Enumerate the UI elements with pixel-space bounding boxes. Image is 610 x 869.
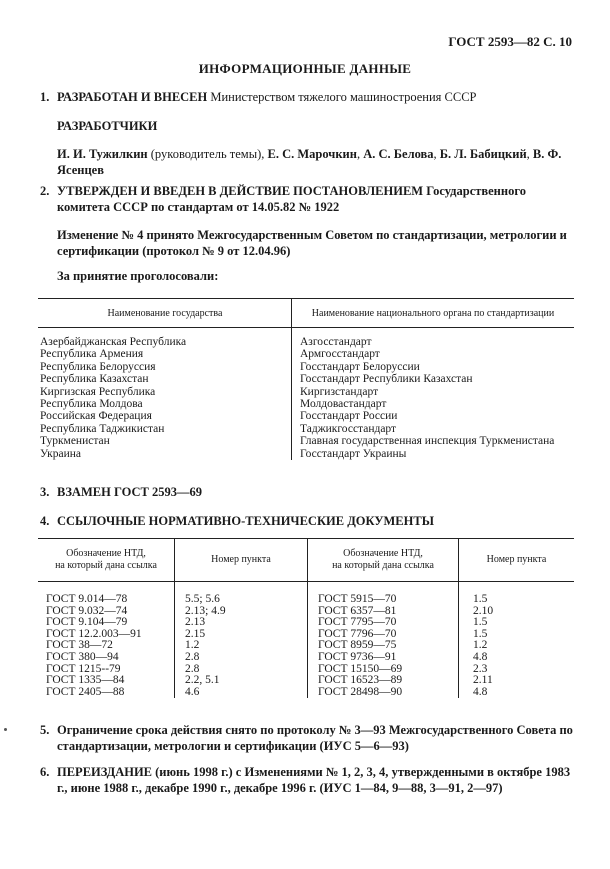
ref-doc-cell: ГОСТ 7796—70 [308, 629, 459, 641]
ref-clause-cell: 1.5 [473, 627, 488, 640]
ref-clause-cell: 2.10 [473, 604, 494, 617]
developer-name: И. И. Тужилкин [57, 147, 148, 161]
ref-doc-cell: ГОСТ 6357—81 [308, 606, 459, 618]
body-cell: Таджикгосстандарт [300, 422, 397, 435]
state-cell: Туркменистан [38, 435, 292, 447]
page-header-code: ГОСТ 2593—82 С. 10 [448, 34, 572, 49]
ref-doc-cell: ГОСТ 9.014—78 [38, 582, 175, 606]
voted-heading: За принятие проголосовали: [57, 269, 219, 283]
developers-heading [40, 118, 597, 134]
section-6-bold: ПЕРЕИЗДАНИЕ [57, 765, 153, 779]
table-row [38, 435, 574, 447]
ref-doc-cell: ГОСТ 5915—70 [308, 582, 459, 606]
state-cell: Республика Армения [38, 348, 292, 360]
ref-doc-cell: ГОСТ 28498—90 [308, 687, 459, 699]
table-row [38, 652, 574, 664]
section-4-number: 4. [40, 514, 50, 528]
ref-clause-cell: 5.5; 5.6 [175, 582, 308, 606]
reference-table-header [38, 539, 574, 582]
table-row [38, 448, 574, 460]
ref-doc-cell: ГОСТ 9736—91 [308, 652, 459, 664]
developer-name: А. С. Белова [363, 147, 434, 161]
section-6-body [57, 764, 580, 796]
ref-header-document-2 [308, 539, 459, 582]
table-row [38, 361, 574, 373]
ref-clause-cell: 1.5 [473, 616, 488, 629]
section-1-bold: РАЗРАБОТАН И ВНЕСЕН [57, 90, 208, 104]
section-5 [40, 722, 580, 754]
ref-clause-cell: 4.6 [175, 687, 308, 699]
section-6-text: утвержденными в октябре 1983 г., июне 1988 г., декабре 1990 г., декабре 1996 г. (ИУС 1—84, 9—88, 3—91, 2—97) [57, 765, 571, 795]
section-4-text: ССЫЛОЧНЫЕ НОРМАТИВНО-ТЕХНИЧЕСКИЕ ДОКУМЕНТЫ [57, 514, 434, 528]
state-cell: Киргизская Республика [38, 386, 292, 398]
table-row [38, 348, 574, 360]
ref-doc-cell: ГОСТ 7795—70 [308, 617, 459, 629]
voting-table [38, 298, 574, 460]
ref-clause-cell: 2.13; 4.9 [175, 606, 308, 618]
section-6 [40, 764, 580, 796]
state-cell: Республика Казахстан [38, 373, 292, 385]
section-1 [40, 89, 580, 105]
developer-separator: , [356, 147, 364, 161]
section-6-mid: (июнь 1998 г.) с [152, 765, 245, 779]
ref-doc-cell: ГОСТ 38—72 [38, 640, 175, 652]
body-cell: Госстандарт Белоруссии [300, 360, 420, 373]
state-cell: Республика Таджикистан [38, 423, 292, 435]
section-2-number: 2. [40, 184, 50, 198]
body-cell: Киргизстандарт [300, 385, 379, 398]
section-3-number: 3. [40, 485, 50, 499]
ref-doc-cell: ГОСТ 1215--79 [38, 664, 175, 676]
ref-clause-cell: 1.5 [473, 593, 488, 605]
section-6-number: 6. [40, 765, 50, 779]
ref-clause-cell: 2.11 [473, 674, 493, 687]
ref-doc-cell: ГОСТ 1335—84 [38, 675, 175, 687]
voting-table-header [38, 299, 574, 328]
table-row [38, 410, 574, 422]
table-row [38, 629, 574, 641]
ref-doc-cell: ГОСТ 15150—69 [308, 664, 459, 676]
ref-header-document-2-line2: на который дана ссылка [332, 560, 434, 571]
ref-header-clause-2: Номер пункта [459, 539, 575, 582]
table-row [38, 373, 574, 385]
section-5-text: Ограничение срока действия снято по протоколу № 3—93 Межгосударственного Совета по стандартизации, метрологии и сертификации (ИУС 5—6—93) [57, 723, 573, 753]
section-3-text: ВЗАМЕН ГОСТ 2593—69 [57, 485, 202, 499]
body-cell: Госстандарт Украины [300, 447, 407, 460]
ref-doc-cell: ГОСТ 9.104—79 [38, 617, 175, 629]
ref-header-document [38, 539, 175, 582]
ref-clause-cell: 2.13 [175, 617, 308, 629]
body-cell: Главная государственная инспекция Туркменистана [300, 435, 555, 448]
state-cell: Республика Белоруссия [38, 361, 292, 373]
ref-clause-cell: 2.3 [473, 662, 488, 675]
ref-clause-cell: 2.8 [175, 652, 308, 664]
ref-doc-cell: ГОСТ 2405—88 [38, 687, 175, 699]
ref-clause-cell: 1.2 [175, 640, 308, 652]
change-note: Изменение № 4 принято Межгосударственным Советом по стандартизации, метрологии и сертификации (протокол № 9 от 12.04.96) [57, 228, 567, 258]
developers-list [40, 146, 580, 178]
ref-clause-cell: 2.15 [175, 629, 308, 641]
section-2-row [40, 183, 580, 215]
ref-doc-cell: ГОСТ 9.032—74 [38, 606, 175, 618]
body-cell: Азгосстандарт [300, 336, 372, 348]
ref-clause-cell: 4.8 [473, 650, 488, 663]
voting-header-state: Наименование государства [38, 299, 292, 328]
developer-note: (руководитель темы), [147, 147, 268, 161]
section-1-number: 1. [40, 90, 50, 104]
ref-clause-cell: 2.8 [175, 664, 308, 676]
body-cell: Молдовастандарт [300, 398, 387, 411]
developers-heading-text: РАЗРАБОТЧИКИ [57, 119, 158, 133]
section-2-text: Государственного комитета СССР по стандартам от 14.05.82 № 1922 [57, 184, 526, 214]
table-row [38, 675, 574, 687]
section-4 [40, 513, 580, 529]
state-cell: Азербайджанская Республика [38, 328, 292, 349]
state-cell: Республика Молдова [38, 398, 292, 410]
table-row [38, 582, 574, 606]
section-3 [40, 484, 580, 500]
section-1-text: Министерством тяжелого машиностроения СССР [207, 90, 477, 104]
ref-doc-cell: ГОСТ 8959—75 [308, 640, 459, 652]
developer-name: Б. Л. Бабицкий [439, 147, 527, 161]
body-cell: Госстандарт России [300, 410, 398, 423]
ref-clause-cell: 4.8 [473, 685, 488, 698]
ref-header-document-line1: Обозначение НТД, [66, 548, 146, 559]
margin-mark [4, 728, 7, 731]
state-cell: Российская Федерация [38, 410, 292, 422]
table-row [38, 328, 574, 349]
ref-clause-cell: 1.2 [473, 639, 488, 652]
ref-header-document-2-line1: Обозначение НТД, [343, 548, 423, 559]
section-2-body [57, 183, 580, 215]
ref-doc-cell: ГОСТ 16523—89 [308, 675, 459, 687]
ref-header-document-line2: на который дана ссылка [55, 560, 157, 571]
section-6-row [40, 764, 580, 796]
ref-doc-cell: ГОСТ 12.2.003—91 [38, 629, 175, 641]
developer-separator: , [433, 147, 440, 161]
page-title: ИНФОРМАЦИОННЫЕ ДАННЫЕ [198, 61, 412, 76]
reference-table [38, 538, 574, 698]
table-row [38, 386, 574, 398]
developer-name: В. Ф. Ясенцев [57, 147, 562, 177]
body-cell: Госстандарт Республики Казахстан [300, 373, 473, 386]
section-5-row [40, 722, 580, 754]
section-2-bold: УТВЕРЖДЕН И ВВЕДЕН В ДЕЙСТВИЕ ПОСТАНОВЛЕНИЕМ [57, 184, 424, 198]
ref-doc-cell: ГОСТ 380—94 [38, 652, 175, 664]
developer-name: Е. С. Марочкин [267, 147, 357, 161]
table-row [38, 398, 574, 410]
ref-header-clause: Номер пункта [175, 539, 308, 582]
voting-header-body: Наименование национального органа по стандартизации [292, 299, 575, 328]
developer-separator: , [526, 147, 533, 161]
table-row [38, 687, 574, 699]
body-cell: Армгосстандарт [300, 348, 380, 361]
state-cell: Украина [38, 448, 292, 460]
section-5-number: 5. [40, 723, 50, 737]
ref-clause-cell: 2.2, 5.1 [175, 675, 308, 687]
section-2 [40, 183, 580, 215]
section-6-bold2: Изменениями № 1, 2, 3, 4, [244, 765, 389, 779]
table-row [38, 423, 574, 435]
